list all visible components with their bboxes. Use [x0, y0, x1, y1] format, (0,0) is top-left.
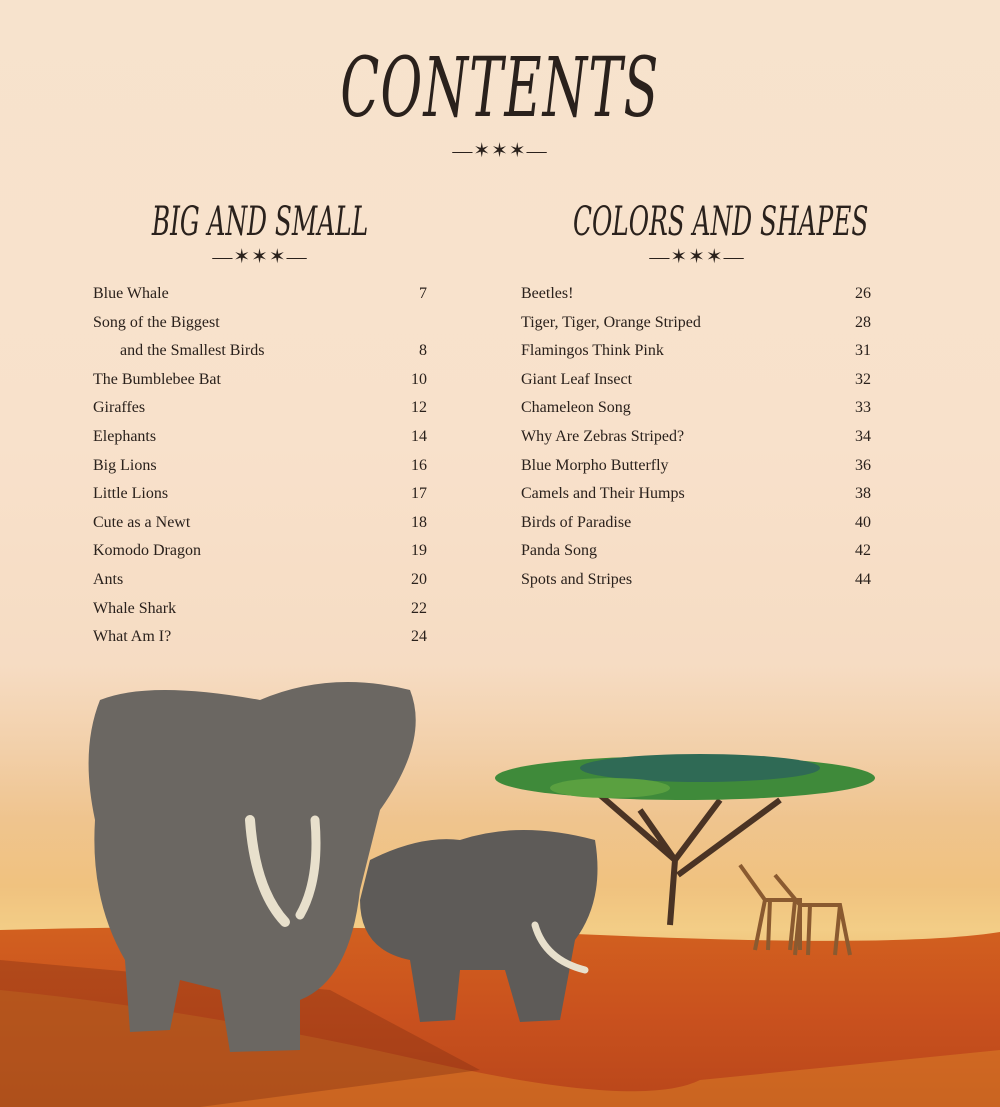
toc-entry[interactable]	[93, 566, 427, 595]
section-heading-colors-and-shapes: COLORS AND SHAPES	[573, 199, 869, 245]
toc-entry-title: Blue Whale	[93, 285, 169, 302]
section-ornament: —✶✶✶—	[649, 246, 745, 268]
toc-entry-title: Chameleon Song	[521, 399, 631, 417]
toc-entry[interactable]	[521, 480, 871, 509]
page-title: CONTENTS	[340, 41, 660, 136]
toc-entry-page: 7	[419, 285, 427, 302]
toc-entry[interactable]	[93, 595, 427, 624]
toc-entry-page: 19	[411, 542, 427, 560]
toc-entry[interactable]	[521, 337, 871, 366]
toc-entry-title: Big Lions	[93, 456, 157, 474]
toc-entry-title: Beetles!	[521, 285, 574, 302]
toc-entry-title: Panda Song	[521, 542, 597, 560]
toc-entry[interactable]	[93, 452, 427, 481]
toc-entry-page: 18	[411, 513, 427, 531]
section-heading-big-and-small: BIG AND SMALL	[151, 199, 369, 245]
toc-entry[interactable]	[521, 309, 871, 338]
toc-entry-page: 38	[855, 485, 871, 503]
toc-entry-page: 24	[411, 628, 427, 646]
toc-entry-title: Ants	[93, 570, 124, 588]
toc-entry-page: 33	[855, 399, 871, 417]
toc-entry-page: 34	[855, 427, 871, 445]
toc-entry-title: Song of the Biggest	[93, 313, 220, 331]
toc-entry-page: 20	[411, 570, 427, 588]
toc-entry[interactable]	[521, 423, 871, 452]
toc-entry-page: 12	[411, 399, 427, 417]
toc-entry-title: The Bumblebee Bat	[93, 370, 221, 388]
toc-entry[interactable]	[521, 452, 871, 481]
toc-entry-title: Blue Morpho Butterfly	[521, 456, 669, 474]
toc-entry[interactable]	[521, 509, 871, 538]
section-ornament: —✶✶✶—	[212, 246, 308, 268]
toc-entry-title: Why Are Zebras Striped?	[521, 427, 685, 445]
toc-entry[interactable]	[93, 366, 427, 395]
toc-entry-page: 32	[855, 370, 871, 388]
toc-entry-title: Komodo Dragon	[93, 542, 201, 560]
toc-entry[interactable]	[93, 309, 427, 338]
toc-entry[interactable]	[93, 623, 427, 652]
toc-entry[interactable]	[93, 394, 427, 423]
toc-entry-title: Little Lions	[93, 485, 169, 503]
toc-entry[interactable]	[93, 280, 427, 309]
savanna-illustration	[0, 660, 1000, 1107]
toc-entry-page: 42	[855, 542, 871, 560]
toc-list-big-and-small	[93, 280, 427, 652]
toc-list-colors-and-shapes	[521, 280, 871, 595]
toc-entry-page: 28	[855, 313, 871, 331]
toc-entry[interactable]	[521, 566, 871, 595]
toc-entry[interactable]	[93, 480, 427, 509]
toc-entry-page: 31	[855, 342, 871, 360]
toc-entry[interactable]	[93, 423, 427, 452]
toc-entry-title: Birds of Paradise	[521, 513, 632, 531]
toc-entry[interactable]	[521, 280, 871, 309]
toc-entry-title: Whale Shark	[93, 599, 177, 617]
toc-entry-page: 16	[411, 456, 427, 474]
toc-entry-title: and the Smallest Birds	[120, 342, 265, 360]
toc-entry-title: Giraffes	[93, 399, 146, 417]
toc-entry-page: 44	[855, 570, 871, 588]
toc-entry-page: 8	[419, 342, 427, 360]
toc-entry-page: 14	[411, 427, 427, 445]
toc-entry[interactable]	[521, 394, 871, 423]
toc-entry-title: What Am I?	[93, 628, 172, 646]
toc-entry-page: 22	[411, 599, 427, 617]
toc-entry[interactable]	[521, 366, 871, 395]
toc-entry[interactable]	[521, 537, 871, 566]
toc-entry-title: Spots and Stripes	[521, 570, 633, 588]
toc-entry-title: Tiger, Tiger, Orange Striped	[521, 313, 701, 331]
toc-entry-page: 26	[855, 285, 871, 302]
toc-entry-page: 36	[855, 456, 871, 474]
toc-entry-title: Camels and Their Humps	[521, 485, 685, 503]
toc-entry[interactable]	[93, 537, 427, 566]
toc-entry-title: Flamingos Think Pink	[521, 342, 664, 360]
toc-entry-title: Cute as a Newt	[93, 513, 191, 531]
title-ornament: —✶✶✶—	[452, 140, 548, 162]
toc-entry-title: Giant Leaf Insect	[521, 370, 633, 388]
toc-entry-page: 17	[411, 485, 427, 503]
toc-entry[interactable]	[93, 509, 427, 538]
toc-entry-page: 10	[411, 370, 427, 388]
toc-entry-title: Elephants	[93, 427, 157, 445]
toc-entry[interactable]	[93, 337, 427, 366]
toc-entry-page: 40	[855, 513, 871, 531]
